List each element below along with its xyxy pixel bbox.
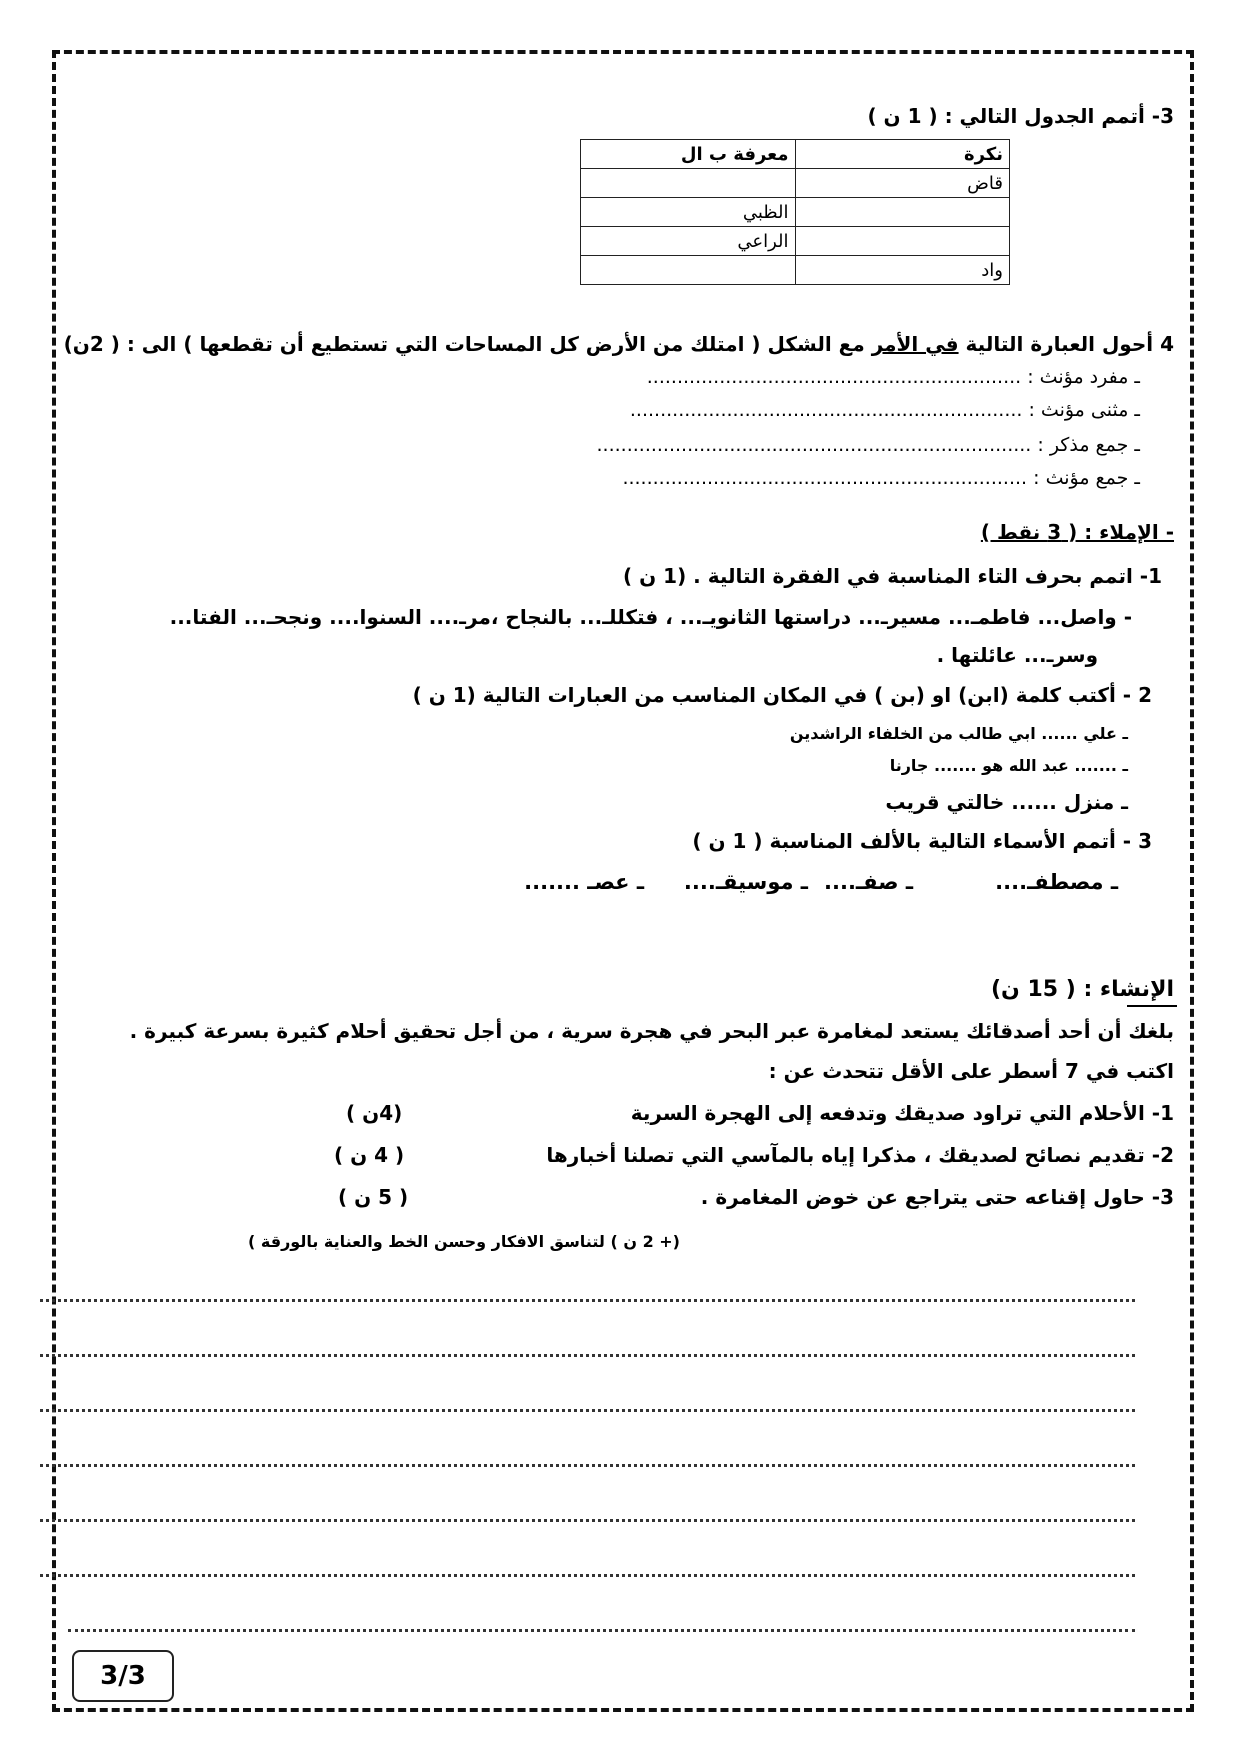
writing-line [40, 1409, 1135, 1412]
answer-line-plural-masculine: ـ جمع مذكر : ........................................................................ [596, 434, 1140, 456]
inshaa-bonus: (+ 2 ن ) لتناسق الافكار وحسن الخط والعناية بالورقة ) [248, 1232, 680, 1251]
imlaa-q2-item: ـ علي ...... ابي طالب من الخلفاء الراشدين [789, 724, 1128, 743]
title-underlined: في الأمر [871, 332, 959, 356]
page-number: 3/3 [72, 1650, 174, 1702]
table-row [581, 227, 1010, 256]
inshaa-heading-underline [1127, 1005, 1177, 1007]
table-question-title: 3- أتمم الجدول التالي : ( 1 ن ) [867, 104, 1174, 128]
writing-line [40, 1464, 1135, 1467]
table-row [581, 256, 1010, 285]
table-cell: الظبي [581, 198, 796, 227]
imlaa-q1-title: 1- اتمم بحرف التاء المناسبة في الفقرة التالية . (1 ن ) [623, 564, 1162, 588]
inshaa-instruction: اكتب في 7 أسطر على الأقل تتحدث عن : [768, 1059, 1174, 1083]
imlaa-q3-item: ـ صفـ.... [824, 870, 913, 894]
writing-line [40, 1519, 1135, 1522]
inshaa-point: 1- الأحلام التي تراود صديقك وتدفعه إلى الهجرة السرية [630, 1101, 1174, 1125]
answer-line-singular-feminine: ـ مفرد مؤنث : .............................................................. [646, 366, 1140, 388]
imlaa-q2-item: ـ منزل ...... خالتي قريب [885, 790, 1128, 814]
answer-line-dual-feminine: ـ مثنى مؤنث : ................................................................. [629, 399, 1140, 421]
table-cell: قاض [795, 169, 1010, 198]
imlaa-q3-item: ـ موسيقـ.... [683, 870, 808, 894]
writing-line [40, 1299, 1135, 1302]
writing-line [40, 1354, 1135, 1357]
imlaa-heading: - الإملاء : ( 3 نقط ) [980, 520, 1174, 544]
title-prefix: 4 أحول العبارة التالية [958, 332, 1174, 356]
imlaa-q3-title: 3 - أتمم الأسماء التالية بالألف المناسبة ( 1 ن ) [692, 829, 1152, 853]
answer-line-plural-feminine: ـ جمع مؤنث : ................................................................... [622, 467, 1140, 489]
imlaa-q1-line2: وسرـ... عائلتها . [936, 643, 1098, 667]
table-cell [581, 169, 796, 198]
table-cell [795, 227, 1010, 256]
writing-line [40, 1574, 1135, 1577]
transform-question-title [64, 332, 1174, 356]
table-row [581, 169, 1010, 198]
table-cell: الراعي [581, 227, 796, 256]
table-cell: واد [795, 256, 1010, 285]
table-cell [581, 256, 796, 285]
inshaa-point-score: (4ن ) [346, 1101, 403, 1125]
inshaa-intro: بلغك أن أحد أصدقائك يستعد لمغامرة عبر البحر في هجرة سرية ، من أجل تحقيق أحلام كثيرة بسرعة كبيرة . [129, 1019, 1174, 1043]
inshaa-heading: الإنشاء : ( 15 ن) [990, 977, 1174, 1002]
imlaa-q2-item: ـ ....... عبد الله هو ....... جارنا [889, 756, 1128, 775]
inshaa-point-score: ( 5 ن ) [338, 1185, 409, 1209]
table-row [581, 198, 1010, 227]
imlaa-q3-item: ـ عصـ ....... [524, 870, 644, 894]
table-header-cell: نكرة [795, 140, 1010, 169]
imlaa-q1-line1: - واصل... فاطمـ... مسيرـ... دراستها الثانويـ... ، فتكللـ... بالنجاح ،مرـ.... السنوا.... ونجحـ... الفتا... [169, 605, 1132, 629]
table-cell [795, 198, 1010, 227]
table-header-cell: معرفة ب ال [581, 140, 796, 169]
inshaa-point-score: ( 4 ن ) [334, 1143, 405, 1167]
writing-line [68, 1629, 1135, 1632]
inshaa-point: 3- حاول إقناعه حتى يتراجع عن خوض المغامرة . [700, 1185, 1174, 1209]
nakira-marifa-table [580, 139, 1010, 285]
imlaa-q2-title: 2 - أكتب كلمة (ابن) او (بن ) في المكان المناسب من العبارات التالية (1 ن ) [412, 683, 1152, 707]
inshaa-point: 2- تقديم نصائح لصديقك ، مذكرا إياه بالمآسي التي تصلنا أخبارها [546, 1143, 1174, 1167]
imlaa-q3-item: ـ مصطفـ.... [995, 870, 1118, 894]
table-header-row [581, 140, 1010, 169]
title-suffix: مع الشكل ( امتلك من الأرض كل المساحات التي تستطيع أن تقطعها ) الى : ( 2ن) [63, 332, 872, 356]
